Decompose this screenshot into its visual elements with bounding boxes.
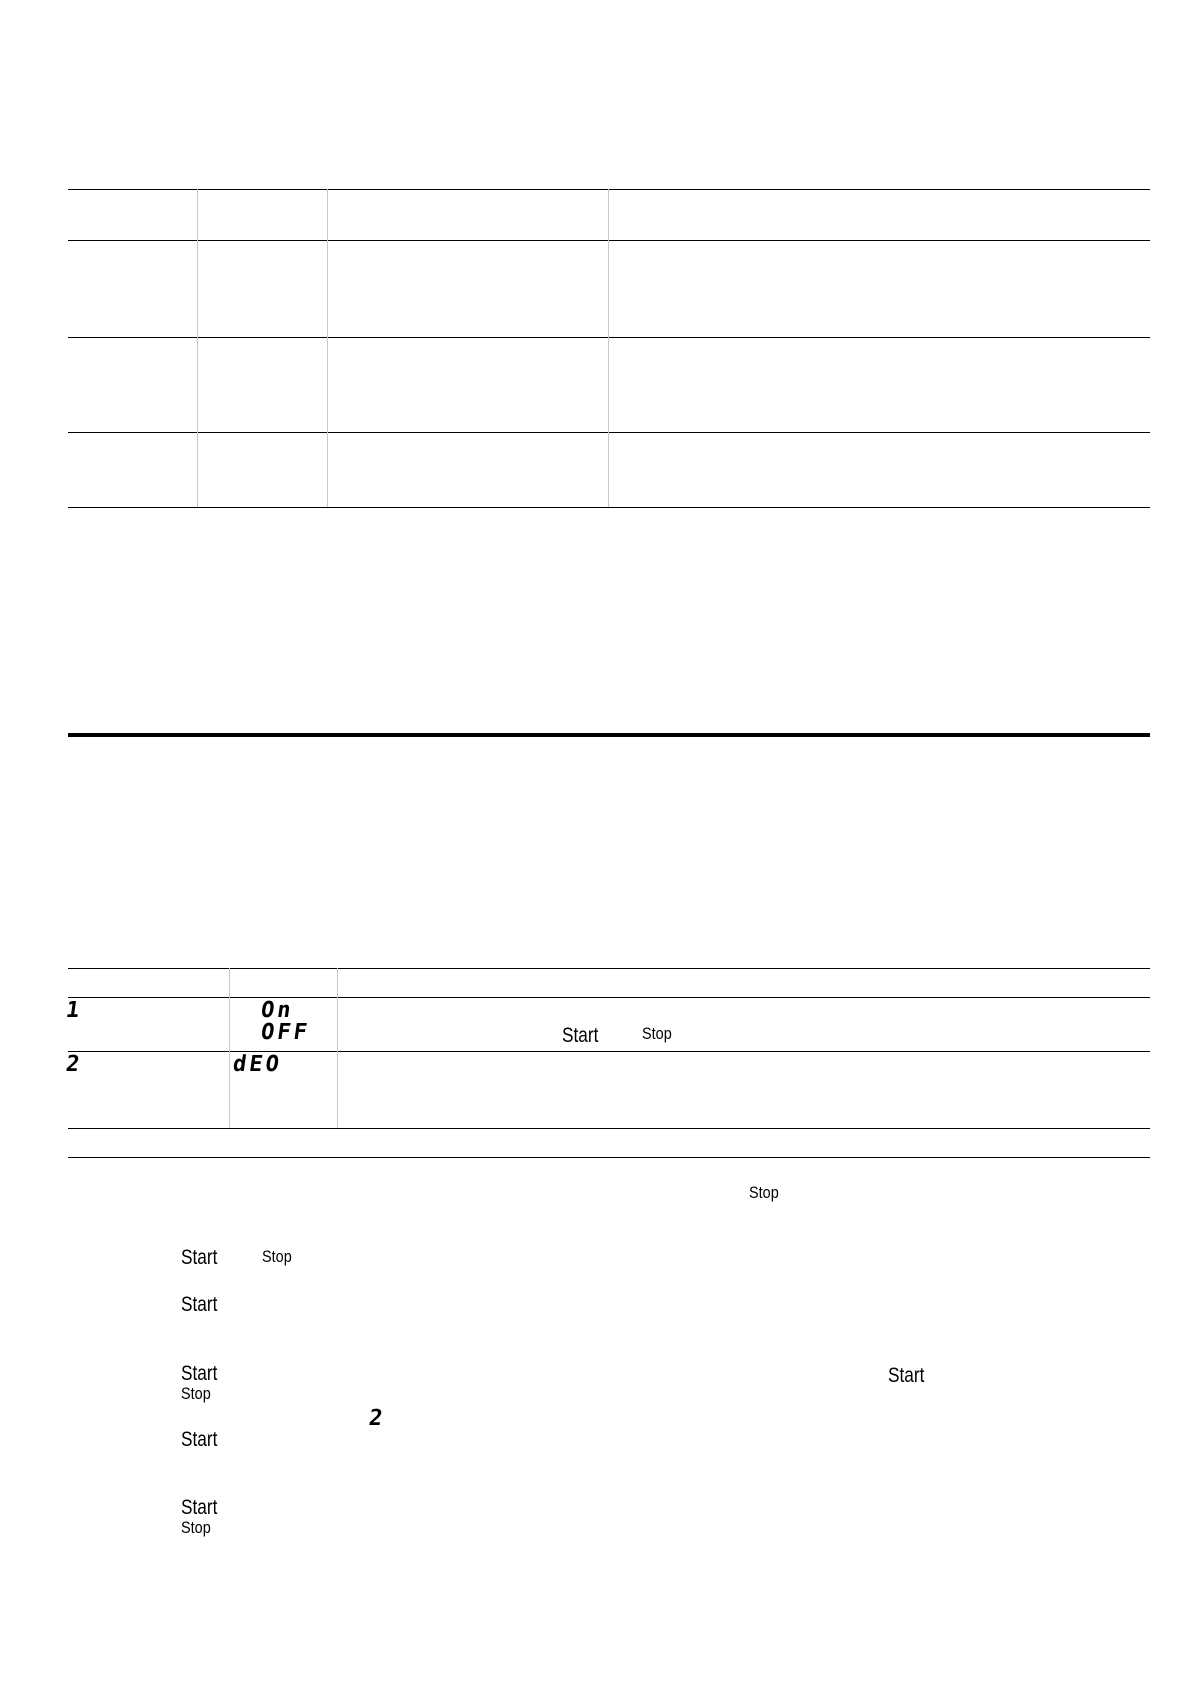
- start-button[interactable]: Start: [181, 1362, 218, 1385]
- display-digit: 2: [367, 1406, 388, 1431]
- start-button[interactable]: Start: [181, 1428, 218, 1451]
- table-rule: [68, 240, 1150, 241]
- stop-button[interactable]: Stop: [181, 1384, 211, 1403]
- column-divider: [327, 189, 328, 507]
- setting-value-display: On: [259, 998, 296, 1023]
- stop-button[interactable]: Stop: [642, 1024, 672, 1043]
- setting-number-display: 2: [64, 1052, 85, 1077]
- column-divider: [337, 968, 338, 1128]
- table-rule: [68, 432, 1150, 433]
- stop-button[interactable]: Stop: [181, 1518, 211, 1537]
- start-button[interactable]: Start: [888, 1364, 925, 1387]
- start-button[interactable]: Start: [181, 1496, 218, 1519]
- setting-value-display: dEO: [231, 1052, 284, 1077]
- table-rule: [68, 337, 1150, 338]
- table-rule: [68, 1051, 1150, 1052]
- table-rule: [68, 1157, 1150, 1158]
- section-separator: [68, 733, 1150, 737]
- table-rule: [68, 997, 1150, 998]
- start-button[interactable]: Start: [562, 1024, 599, 1047]
- table-rule: [68, 189, 1150, 190]
- start-button[interactable]: Start: [181, 1293, 218, 1316]
- column-divider: [197, 189, 198, 507]
- start-button[interactable]: Start: [181, 1246, 218, 1269]
- table-rule: [68, 1128, 1150, 1129]
- table-rule: [68, 968, 1150, 969]
- setting-number-display: 1: [64, 998, 85, 1023]
- table-rule: [68, 507, 1150, 508]
- column-divider: [229, 968, 230, 1128]
- column-divider: [608, 189, 609, 507]
- stop-button[interactable]: Stop: [749, 1183, 779, 1202]
- setting-value-display: OFF: [259, 1020, 312, 1045]
- stop-button[interactable]: Stop: [262, 1247, 292, 1266]
